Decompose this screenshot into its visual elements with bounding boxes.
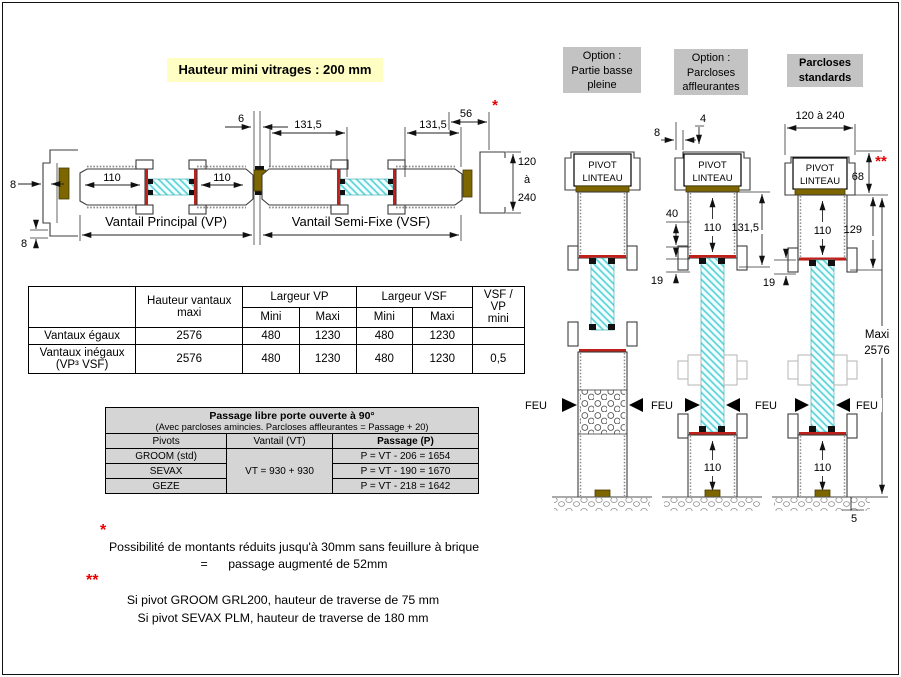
svg-text:131,5: 131,5 (731, 222, 759, 234)
dim-6 (225, 113, 288, 127)
table-row: Vantaux inégaux (VP³ VSF) 2576 480 1230 480 1230 0,5 (29, 345, 525, 374)
svg-text:240: 240 (517, 192, 537, 204)
pivot-linteau-label: PIVOT (805, 163, 835, 174)
feu-arrow-right-icon (795, 398, 809, 412)
col-largeur-vsf: Largeur VSF (356, 287, 472, 308)
col-passage: Passage (P) (332, 434, 478, 449)
row-label: Vantaux inégaux (VP³ VSF) (29, 345, 136, 374)
feu-label: FEU (651, 400, 673, 412)
asterisk: * (492, 97, 498, 114)
option-partie-basse: Option : Partie basse pleine (563, 47, 641, 93)
row-label: Vantaux égaux (29, 328, 136, 345)
note2-asterisk: ** (86, 572, 99, 589)
dim-131-right (405, 119, 461, 177)
dim-8-vertical (21, 221, 48, 250)
svg-text:110: 110 (813, 462, 832, 474)
svg-text:129: 129 (843, 224, 862, 236)
svg-text:19: 19 (762, 277, 776, 289)
svg-text:2576: 2576 (864, 345, 890, 357)
feu-label: FEU (525, 400, 547, 412)
note1: Possibilité de montants réduits jusqu'à 30mm sans feuillure à brique = passage augmenté de 52mm (108, 540, 480, 571)
svg-text:110: 110 (103, 172, 121, 184)
feu-label: FEU (856, 400, 878, 412)
dim-8-horizontal (10, 179, 64, 191)
vsf-glass (340, 179, 393, 195)
section-parcloses-affleurantes (662, 152, 762, 511)
sub-maxi: Maxi (299, 307, 356, 328)
vp-leaf-profiles (80, 160, 253, 214)
glazing (591, 258, 614, 330)
feu-label: FEU (755, 400, 777, 412)
svg-text:68: 68 (851, 171, 864, 183)
feu-arrow-right-icon (685, 398, 700, 412)
vp-span-dim (80, 214, 252, 241)
glazing (701, 258, 724, 432)
svg-text:5: 5 (850, 513, 858, 525)
sub-maxi: Maxi (413, 307, 473, 328)
pivot-linteau-label: PIVOT (698, 160, 727, 171)
feu-arrow-left-icon (726, 398, 740, 412)
table-row: SEVAX P = VT - 190 = 1670 (106, 464, 479, 479)
svg-text:à: à (523, 174, 531, 186)
vp-glass (148, 179, 194, 195)
vsf-label: Vantail Semi-Fixe (VSF) (291, 214, 431, 229)
vp-label: Vantail Principal (VP) (105, 214, 227, 229)
svg-text:LINTEAU: LINTEAU (799, 176, 841, 187)
infill-core (580, 390, 625, 434)
dim-8-lintel (654, 122, 696, 150)
double-asterisk: ** (875, 153, 887, 170)
dim-68 (852, 151, 887, 193)
passage-table-title: Passage libre porte ouverte à 90° (Avec parcloses amincies. Parcloses affleurantes = Passage + 20) (106, 408, 479, 434)
col-largeur-vp: Largeur VP (243, 287, 356, 308)
col-hauteur: Hauteur vantaux maxi (136, 287, 243, 328)
ground (664, 498, 760, 511)
ground (554, 498, 650, 511)
svg-text:4: 4 (699, 113, 707, 125)
svg-text:110: 110 (813, 225, 832, 237)
option-parcloses-affleurantes: Option : Parcloses affleurantes (674, 49, 748, 95)
leaf-dimensions-table (28, 286, 525, 374)
svg-text:56: 56 (459, 108, 473, 120)
section-partie-basse-pleine (552, 152, 652, 511)
feu-arrow-left-icon (836, 398, 850, 412)
ground (774, 498, 870, 511)
svg-text:LINTEAU: LINTEAU (692, 173, 733, 184)
svg-text:8: 8 (20, 238, 28, 250)
svg-text:6: 6 (237, 113, 245, 125)
svg-text:120 à 240: 120 à 240 (795, 110, 845, 122)
parcloses-standards: Parcloses standards (787, 54, 863, 87)
dim-120-240-top (785, 110, 855, 155)
svg-text:8: 8 (653, 127, 661, 139)
note2: Si pivot GROOM GRL200, hauteur de traverse de 75 mm Si pivot SEVAX PLM, hauteur de traverse de 180 mm (126, 593, 440, 625)
sub-mini: Mini (243, 307, 299, 328)
dim-40 (666, 208, 690, 247)
feu-arrow-right-icon (562, 398, 577, 412)
table-row: GEZE P = VT - 218 = 1642 (106, 479, 479, 494)
horizontal-section-svg (0, 95, 540, 287)
col-ratio: VSF / VP mini (472, 287, 524, 328)
table-row: GROOM (std) VT = 930 + 930 P = VT - 206 = 1654 (106, 449, 479, 464)
svg-text:110: 110 (703, 462, 722, 474)
svg-text:8: 8 (9, 179, 17, 191)
col-pivots: Pivots (106, 434, 227, 449)
sub-mini: Mini (356, 307, 412, 328)
svg-text:131,5: 131,5 (419, 119, 447, 131)
svg-text:120: 120 (517, 156, 537, 168)
svg-text:40: 40 (665, 208, 679, 220)
dim-4-lintel (695, 113, 706, 144)
svg-text:LINTEAU: LINTEAU (582, 173, 623, 184)
svg-text:131,5: 131,5 (294, 119, 322, 131)
left-jamb (43, 150, 78, 236)
table-row: Vantaux égaux 2576 480 1230 480 1230 (29, 328, 525, 345)
vertical-section-svg (490, 100, 901, 540)
dim-maxi-2576 (858, 198, 898, 494)
vt-value: VT = 930 + 930 (227, 449, 333, 494)
svg-text:19: 19 (650, 275, 664, 287)
corner-cell (29, 287, 136, 328)
note1-asterisk: * (100, 522, 107, 539)
svg-text:110: 110 (703, 222, 722, 234)
passage-table (105, 407, 479, 494)
min-glazing-banner: Hauteur mini vitrages : 200 mm (167, 58, 383, 82)
vsf-leaf-profiles (262, 160, 472, 214)
vsf-span-dim (263, 214, 461, 241)
col-vantail: Vantail (VT) (227, 434, 333, 449)
pivot-linteau-label: PIVOT (588, 160, 617, 171)
svg-text:Maxi: Maxi (864, 329, 890, 341)
feu-arrow-left-icon (629, 398, 643, 412)
svg-text:110: 110 (213, 172, 231, 184)
glazing (811, 260, 834, 432)
